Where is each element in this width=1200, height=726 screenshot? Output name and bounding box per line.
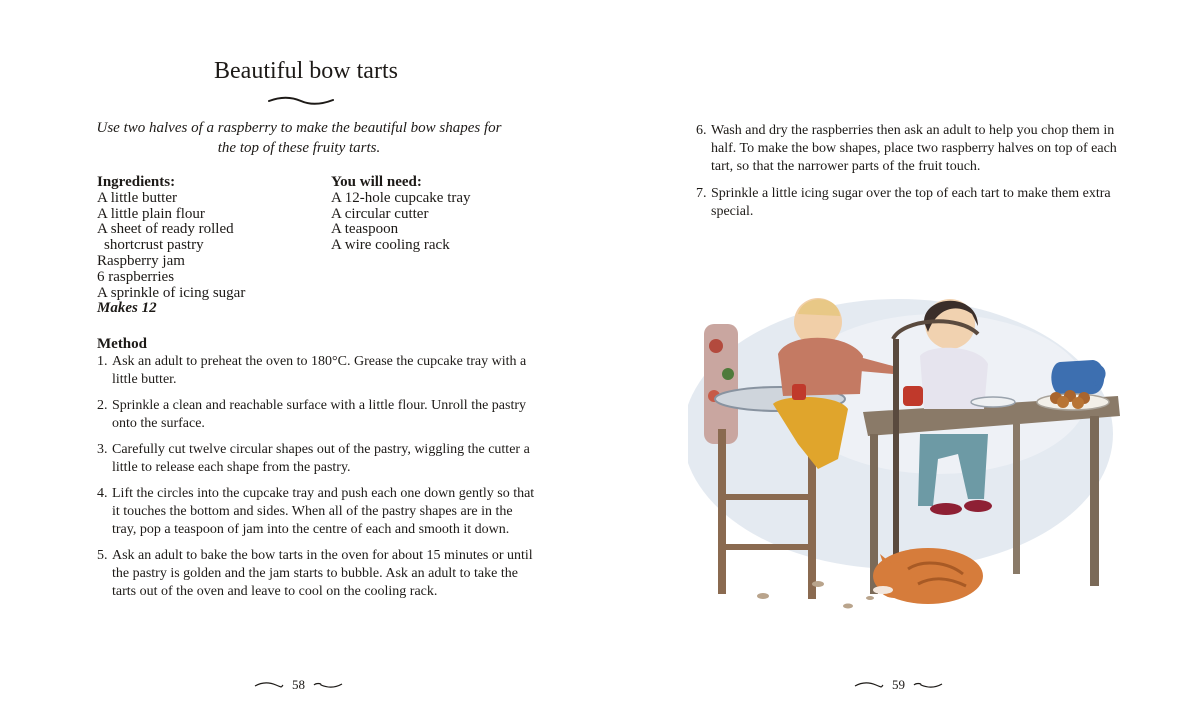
page-number: 58 [292, 677, 305, 692]
equipment-item: A circular cutter [331, 205, 429, 222]
ingredient-item: A sprinkle of icing sugar [97, 284, 246, 301]
method-step [97, 547, 537, 601]
ingredients-list [97, 175, 317, 317]
page-number-footer [254, 677, 343, 693]
ingredient-item: 6 raspberries [97, 268, 175, 285]
equipment-item: A teaspoon [331, 221, 399, 238]
ingredient-item: A sheet of ready rolled [97, 221, 234, 238]
step-text: Wash and dry the raspberries then ask an adult to help you chop them in half. To make the bow shapes, place two raspberry halves on top of each tart, so that the narrower parts of the fruit touch. [711, 123, 1117, 174]
method-step [97, 441, 537, 477]
wave-ornament-icon [854, 681, 884, 689]
equipment-list [331, 175, 551, 254]
equipment-item: A wire cooling rack [331, 237, 450, 254]
step-text: Ask an adult to bake the bow tarts in the oven for about 15 minutes or until the pastry is golden and the jam starts to bubble. Ask an adult to take the tarts out of the oven and leave to cool on the cooling rack. [112, 548, 533, 599]
wave-ornament-icon [254, 681, 284, 689]
ingredient-item: shortcrust pastry [104, 237, 204, 254]
step-text: Sprinkle a clean and reachable surface with a little flour. Unroll the pastry onto the surface. [112, 398, 527, 431]
step-number: 1. [97, 354, 108, 369]
method-steps [97, 353, 537, 609]
step-number: 3. [97, 442, 108, 457]
method-step [97, 397, 537, 433]
method-step [97, 485, 537, 539]
method-steps-continued [696, 122, 1126, 230]
step-text: Lift the circles into the cupcake tray and push each one down gently so that it touches the bottom and sides. When all of the pastry shapes are in the tray, pop a teaspoon of jam into the centre of each and smooth it down. [112, 486, 535, 537]
equipment-heading: You will need: [331, 174, 422, 190]
title-flourish-icon [268, 95, 334, 107]
right-page [600, 0, 1200, 726]
page-number: 59 [892, 677, 905, 692]
recipe-title: Beautiful bow tarts [214, 58, 398, 84]
page-number-footer [854, 677, 943, 693]
step-number: 7. [696, 186, 707, 201]
step-text: Sprinkle a little icing sugar over the top of each tart to make them extra special. [711, 186, 1111, 219]
ingredients-heading: Ingredients: [97, 174, 176, 190]
step-number: 2. [97, 398, 108, 413]
step-number: 4. [97, 486, 108, 501]
step-number: 5. [97, 548, 108, 563]
wave-ornament-icon [913, 681, 943, 689]
method-step [696, 122, 1126, 176]
yield-label: Makes 12 [97, 300, 157, 317]
step-number: 6. [696, 123, 707, 138]
children-at-table-illustration [688, 284, 1122, 626]
wave-ornament-icon [313, 681, 343, 689]
equipment-item: A 12-hole cupcake tray [331, 189, 471, 206]
ingredient-item: A little plain flour [97, 205, 205, 222]
step-text: Carefully cut twelve circular shapes out of the pastry, wiggling the cutter a little to release each shape from the pastry. [112, 442, 530, 475]
step-text: Ask an adult to preheat the oven to 180°C. Grease the cupcake tray with a little butter. [112, 354, 527, 387]
ingredient-item: A little butter [97, 189, 177, 206]
method-step [696, 185, 1126, 221]
method-step [97, 353, 537, 389]
ingredient-item: Raspberry jam [97, 252, 185, 269]
recipe-intro: Use two halves of a raspberry to make the beautiful bow shapes for the top of these fruity tarts. [96, 120, 502, 156]
method-heading: Method [97, 336, 147, 352]
